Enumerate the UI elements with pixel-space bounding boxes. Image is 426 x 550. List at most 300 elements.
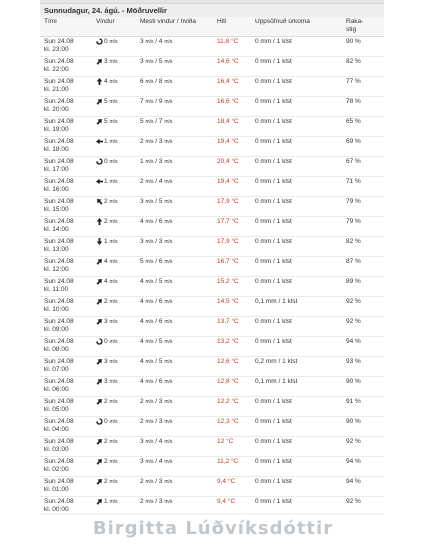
- row-temperature: 16,4 °C: [213, 76, 251, 96]
- gust-speed: 6: [158, 257, 163, 265]
- max-wind-speed: 4: [140, 357, 144, 365]
- row-precipitation: 0 mm / 1 klst: [251, 456, 342, 476]
- row-humidity: 78 %: [342, 96, 384, 116]
- gust-speed: 4: [158, 457, 163, 465]
- wind-speed: 1: [104, 497, 108, 505]
- max-wind-speed: 3: [140, 437, 144, 445]
- wind-unit: m/s: [109, 138, 118, 145]
- wind-direction-arrow-icon: [96, 298, 103, 305]
- wind-direction-arrow-icon: [96, 98, 103, 105]
- gust-speed: 5: [158, 337, 163, 345]
- row-max-wind: 3 m/s / 4 m/s: [136, 436, 213, 456]
- row-temperature: 14,5 °C: [213, 296, 251, 316]
- row-time: Sun 24.08 kl. 21:00: [40, 76, 92, 96]
- gust-speed: 8: [158, 77, 163, 85]
- row-max-wind: 4 m/s / 6 m/s: [136, 376, 213, 396]
- row-wind: [92, 416, 136, 436]
- max-wind-speed: 2: [140, 417, 144, 425]
- max-wind-unit: m/s: [145, 398, 154, 405]
- max-wind-speed: 2: [140, 477, 144, 485]
- weather-panel: [40, 0, 384, 513]
- row-time: Sun 24.08 kl. 13:00: [40, 236, 92, 256]
- row-humidity: 82 %: [342, 236, 384, 256]
- row-precipitation: 0 mm / 1 klst: [251, 476, 342, 496]
- wind-speed: 4: [104, 77, 108, 85]
- table-row: [40, 256, 384, 276]
- table-row: [40, 296, 384, 316]
- max-wind-speed: 3: [140, 237, 144, 245]
- max-wind-unit: m/s: [145, 498, 154, 505]
- max-wind-speed: 6: [140, 77, 144, 85]
- wind-direction-arrow-icon: [96, 158, 103, 165]
- wind-speed: 3: [104, 377, 108, 385]
- gust-unit: m/s: [164, 498, 173, 505]
- row-precipitation: 0 mm / 1 klst: [251, 316, 342, 336]
- max-wind-unit: m/s: [145, 478, 154, 485]
- row-temperature: 19,4 °C: [213, 136, 251, 156]
- row-wind: [92, 136, 136, 156]
- gust-speed: 6: [158, 377, 163, 385]
- row-temperature: 14,6 °C: [213, 56, 251, 76]
- max-wind-speed: 4: [140, 317, 144, 325]
- row-wind: [92, 456, 136, 476]
- max-wind-unit: m/s: [145, 358, 154, 365]
- table-row: [40, 476, 384, 496]
- row-wind: [92, 256, 136, 276]
- wind-speed: 2: [104, 297, 108, 305]
- row-max-wind: 2 m/s / 3 m/s: [136, 476, 213, 496]
- max-wind-unit: m/s: [145, 258, 154, 265]
- row-time: Sun 24.08 kl. 16:00: [40, 176, 92, 196]
- table-row: [40, 456, 384, 476]
- row-temperature: 12,6 °C: [213, 356, 251, 376]
- gust-unit: m/s: [164, 218, 173, 225]
- row-max-wind: 6 m/s / 8 m/s: [136, 76, 213, 96]
- wind-unit: m/s: [109, 38, 118, 45]
- wind-direction-arrow-icon: [96, 458, 103, 465]
- max-wind-speed: 2: [140, 177, 144, 185]
- row-humidity: 87 %: [342, 256, 384, 276]
- table-row: [40, 396, 384, 416]
- gust-unit: m/s: [164, 358, 173, 365]
- gust-speed: 5: [158, 277, 163, 285]
- row-time: Sun 24.08 kl. 07:00: [40, 356, 92, 376]
- row-precipitation: 0 mm / 1 klst: [251, 116, 342, 136]
- row-humidity: 71 %: [342, 176, 384, 196]
- wind-speed: 0: [104, 157, 108, 165]
- wind-speed: 0: [104, 337, 108, 345]
- gust-speed: 9: [158, 97, 163, 105]
- wind-unit: m/s: [109, 78, 118, 85]
- max-wind-speed: 5: [140, 117, 144, 125]
- wind-speed: 1: [104, 237, 108, 245]
- max-wind-unit: m/s: [145, 318, 154, 325]
- table-row: [40, 36, 384, 56]
- row-max-wind: 2 m/s / 3 m/s: [136, 396, 213, 416]
- row-precipitation: 0 mm / 1 klst: [251, 36, 342, 56]
- row-temperature: 16,6 °C: [213, 96, 251, 116]
- wind-unit: m/s: [109, 338, 118, 345]
- row-wind: [92, 176, 136, 196]
- gust-speed: 6: [158, 297, 163, 305]
- gust-unit: m/s: [164, 258, 173, 265]
- row-humidity: 92 %: [342, 436, 384, 456]
- row-wind: [92, 36, 136, 56]
- table-row: [40, 56, 384, 76]
- row-max-wind: 4 m/s / 5 m/s: [136, 356, 213, 376]
- gust-speed: 3: [158, 157, 163, 165]
- row-temperature: 12,3 °C: [213, 416, 251, 436]
- observations-table: [40, 17, 384, 513]
- row-wind: [92, 496, 136, 513]
- wind-direction-arrow-icon: [96, 138, 103, 145]
- row-max-wind: 1 m/s / 3 m/s: [136, 156, 213, 176]
- gust-speed: 5: [158, 357, 163, 365]
- column-header-max-wind: Mesti vindur / hviða: [136, 17, 213, 36]
- row-time: Sun 24.08 kl. 17:00: [40, 156, 92, 176]
- row-humidity: 92 %: [342, 496, 384, 513]
- row-temperature: 17,9 °C: [213, 196, 251, 216]
- max-wind-speed: 4: [140, 377, 144, 385]
- row-time: Sun 24.08 kl. 04:00: [40, 416, 92, 436]
- max-wind-unit: m/s: [145, 438, 154, 445]
- row-humidity: 94 %: [342, 336, 384, 356]
- row-humidity: 67 %: [342, 156, 384, 176]
- row-precipitation: 0 mm / 1 klst: [251, 196, 342, 216]
- table-row: [40, 416, 384, 436]
- row-wind: [92, 76, 136, 96]
- row-humidity: 82 %: [342, 56, 384, 76]
- row-max-wind: 5 m/s / 6 m/s: [136, 256, 213, 276]
- gust-unit: m/s: [164, 338, 173, 345]
- gust-speed: 3: [158, 417, 163, 425]
- row-humidity: 69 %: [342, 136, 384, 156]
- row-humidity: 92 %: [342, 296, 384, 316]
- gust-unit: m/s: [164, 238, 173, 245]
- row-humidity: 94 %: [342, 456, 384, 476]
- wind-speed: 2: [104, 457, 108, 465]
- row-temperature: 13,7 °C: [213, 316, 251, 336]
- max-wind-speed: 5: [140, 257, 144, 265]
- wind-direction-arrow-icon: [96, 118, 103, 125]
- row-precipitation: 0 mm / 1 klst: [251, 136, 342, 156]
- wind-direction-arrow-icon: [96, 78, 103, 85]
- row-wind: [92, 276, 136, 296]
- row-max-wind: 5 m/s / 7 m/s: [136, 116, 213, 136]
- row-max-wind: 2 m/s / 3 m/s: [136, 416, 213, 436]
- max-wind-speed: 3: [140, 197, 144, 205]
- wind-unit: m/s: [109, 278, 118, 285]
- wind-speed: 3: [104, 57, 108, 65]
- max-wind-unit: m/s: [145, 278, 154, 285]
- row-time: Sun 24.08 kl. 22:00: [40, 56, 92, 76]
- gust-unit: m/s: [164, 138, 173, 145]
- row-max-wind: 4 m/s / 5 m/s: [136, 336, 213, 356]
- row-max-wind: 3 m/s / 4 m/s: [136, 456, 213, 476]
- row-temperature: 15,2 °C: [213, 276, 251, 296]
- row-time: Sun 24.08 kl. 01:00: [40, 476, 92, 496]
- row-precipitation: 0,1 mm / 1 klst: [251, 376, 342, 396]
- max-wind-unit: m/s: [145, 298, 154, 305]
- wind-speed: 2: [104, 397, 108, 405]
- row-precipitation: 0 mm / 1 klst: [251, 396, 342, 416]
- row-max-wind: 4 m/s / 5 m/s: [136, 276, 213, 296]
- max-wind-unit: m/s: [145, 118, 154, 125]
- row-humidity: 92 %: [342, 316, 384, 336]
- wind-speed: 1: [104, 177, 108, 185]
- wind-speed: 5: [104, 117, 108, 125]
- gust-unit: m/s: [164, 58, 173, 65]
- row-wind: [92, 296, 136, 316]
- row-wind: [92, 216, 136, 236]
- wind-direction-arrow-icon: [96, 498, 103, 505]
- row-time: Sun 24.08 kl. 09:00: [40, 316, 92, 336]
- max-wind-speed: 2: [140, 397, 144, 405]
- max-wind-speed: 4: [140, 217, 144, 225]
- gust-unit: m/s: [164, 118, 173, 125]
- row-humidity: 93 %: [342, 356, 384, 376]
- gust-unit: m/s: [164, 398, 173, 405]
- row-precipitation: 0 mm / 1 klst: [251, 336, 342, 356]
- wind-unit: m/s: [109, 458, 118, 465]
- column-header-time: Tími: [40, 17, 92, 36]
- row-precipitation: 0,1 mm / 1 klst: [251, 296, 342, 316]
- gust-speed: 7: [158, 117, 163, 125]
- row-max-wind: 2 m/s / 4 m/s: [136, 176, 213, 196]
- wind-direction-arrow-icon: [96, 338, 103, 345]
- row-time: Sun 24.08 kl. 12:00: [40, 256, 92, 276]
- max-wind-speed: 3: [140, 57, 144, 65]
- wind-speed: 4: [104, 257, 108, 265]
- max-wind-unit: m/s: [145, 338, 154, 345]
- row-time: Sun 24.08 kl. 03:00: [40, 436, 92, 456]
- row-temperature: 18,4 °C: [213, 116, 251, 136]
- gust-unit: m/s: [164, 78, 173, 85]
- row-max-wind: 3 m/s / 5 m/s: [136, 56, 213, 76]
- wind-unit: m/s: [109, 418, 118, 425]
- wind-speed: 2: [104, 197, 108, 205]
- row-max-wind: 4 m/s / 6 m/s: [136, 316, 213, 336]
- max-wind-unit: m/s: [145, 178, 154, 185]
- wind-unit: m/s: [109, 358, 118, 365]
- wind-unit: m/s: [109, 158, 118, 165]
- table-row: [40, 436, 384, 456]
- max-wind-speed: 7: [140, 97, 144, 105]
- table-row: [40, 376, 384, 396]
- column-header-wind: Vindur: [92, 17, 136, 36]
- max-wind-unit: m/s: [145, 138, 154, 145]
- max-wind-unit: m/s: [145, 158, 154, 165]
- gust-unit: m/s: [164, 478, 173, 485]
- wind-direction-arrow-icon: [96, 38, 103, 45]
- row-precipitation: 0 mm / 1 klst: [251, 76, 342, 96]
- row-humidity: 94 %: [342, 476, 384, 496]
- wind-direction-arrow-icon: [96, 178, 103, 185]
- row-wind: [92, 476, 136, 496]
- gust-speed: 6: [158, 317, 163, 325]
- max-wind-unit: m/s: [145, 58, 154, 65]
- row-precipitation: 0 mm / 1 klst: [251, 416, 342, 436]
- gust-unit: m/s: [164, 98, 173, 105]
- gust-speed: 6: [158, 217, 163, 225]
- wind-unit: m/s: [109, 438, 118, 445]
- row-precipitation: 0,2 mm / 1 klst: [251, 356, 342, 376]
- column-header-precipitation: Uppsöfnuð úrkoma: [251, 17, 342, 36]
- row-temperature: 9,4 °C: [213, 496, 251, 513]
- wind-direction-arrow-icon: [96, 398, 103, 405]
- gust-speed: 3: [158, 397, 163, 405]
- wind-unit: m/s: [109, 58, 118, 65]
- row-humidity: 90 %: [342, 36, 384, 56]
- wind-speed: 2: [104, 437, 108, 445]
- row-temperature: 9,4 °C: [213, 476, 251, 496]
- row-wind: [92, 156, 136, 176]
- row-humidity: 79 %: [342, 216, 384, 236]
- wind-speed: 2: [104, 477, 108, 485]
- row-time: Sun 24.08 kl. 20:00: [40, 96, 92, 116]
- gust-unit: m/s: [164, 438, 173, 445]
- gust-unit: m/s: [164, 298, 173, 305]
- row-wind: [92, 436, 136, 456]
- row-humidity: 90 %: [342, 416, 384, 436]
- max-wind-unit: m/s: [145, 458, 154, 465]
- row-temperature: 16,7 °C: [213, 256, 251, 276]
- gust-unit: m/s: [164, 38, 173, 45]
- wind-unit: m/s: [109, 178, 118, 185]
- row-time: Sun 24.08 kl. 14:00: [40, 216, 92, 236]
- max-wind-speed: 4: [140, 297, 144, 305]
- row-time: Sun 24.08 kl. 15:00: [40, 196, 92, 216]
- row-precipitation: 0 mm / 1 klst: [251, 436, 342, 456]
- wind-speed: 0: [104, 37, 108, 45]
- row-max-wind: 2 m/s / 3 m/s: [136, 136, 213, 156]
- table-row: [40, 276, 384, 296]
- max-wind-unit: m/s: [145, 418, 154, 425]
- max-wind-unit: m/s: [145, 198, 154, 205]
- row-temperature: 11,8 °C: [213, 36, 251, 56]
- row-precipitation: 0 mm / 1 klst: [251, 256, 342, 276]
- max-wind-unit: m/s: [145, 38, 154, 45]
- table-row: [40, 336, 384, 356]
- wind-unit: m/s: [109, 478, 118, 485]
- row-wind: [92, 316, 136, 336]
- max-wind-unit: m/s: [145, 98, 154, 105]
- gust-unit: m/s: [164, 378, 173, 385]
- row-max-wind: 3 m/s / 5 m/s: [136, 196, 213, 216]
- table-row: [40, 156, 384, 176]
- column-header-temperature: Hiti: [213, 17, 251, 36]
- row-max-wind: 3 m/s / 4 m/s: [136, 36, 213, 56]
- gust-speed: 4: [158, 177, 163, 185]
- row-humidity: 79 %: [342, 196, 384, 216]
- max-wind-speed: 1: [140, 157, 144, 165]
- row-wind: [92, 356, 136, 376]
- wind-unit: m/s: [109, 238, 118, 245]
- gust-unit: m/s: [164, 278, 173, 285]
- wind-unit: m/s: [109, 118, 118, 125]
- wind-speed: 0: [104, 417, 108, 425]
- table-header-row: [40, 17, 384, 36]
- wind-speed: 5: [104, 97, 108, 105]
- row-time: Sun 24.08 kl. 06:00: [40, 376, 92, 396]
- wind-direction-arrow-icon: [96, 438, 103, 445]
- row-max-wind: 4 m/s / 6 m/s: [136, 216, 213, 236]
- table-row: [40, 76, 384, 96]
- row-time: Sun 24.08 kl. 05:00: [40, 396, 92, 416]
- row-max-wind: 7 m/s / 9 m/s: [136, 96, 213, 116]
- row-temperature: 12,8 °C: [213, 376, 251, 396]
- wind-unit: m/s: [109, 258, 118, 265]
- row-temperature: 19,4 °C: [213, 176, 251, 196]
- max-wind-speed: 4: [140, 277, 144, 285]
- max-wind-speed: 3: [140, 457, 144, 465]
- table-row: [40, 236, 384, 256]
- column-header-humidity: Raka- stig: [342, 17, 384, 36]
- wind-unit: m/s: [109, 498, 118, 505]
- row-precipitation: 0 mm / 1 klst: [251, 56, 342, 76]
- row-max-wind: 3 m/s / 3 m/s: [136, 236, 213, 256]
- gust-unit: m/s: [164, 458, 173, 465]
- table-row: [40, 176, 384, 196]
- row-max-wind: 2 m/s / 3 m/s: [136, 496, 213, 513]
- row-precipitation: 0 mm / 1 klst: [251, 216, 342, 236]
- wind-direction-arrow-icon: [96, 418, 103, 425]
- max-wind-speed: 2: [140, 137, 144, 145]
- row-temperature: 13,2 °C: [213, 336, 251, 356]
- row-precipitation: 0 mm / 1 klst: [251, 236, 342, 256]
- wind-speed: 4: [104, 277, 108, 285]
- row-humidity: 89 %: [342, 276, 384, 296]
- wind-unit: m/s: [109, 378, 118, 385]
- row-temperature: 12 °C: [213, 436, 251, 456]
- wind-direction-arrow-icon: [96, 278, 103, 285]
- gust-speed: 4: [158, 437, 163, 445]
- wind-unit: m/s: [109, 298, 118, 305]
- max-wind-unit: m/s: [145, 218, 154, 225]
- row-precipitation: 0 mm / 1 klst: [251, 176, 342, 196]
- max-wind-speed: 3: [140, 37, 144, 45]
- max-wind-unit: m/s: [145, 238, 154, 245]
- gust-speed: 3: [158, 137, 163, 145]
- row-wind: [92, 396, 136, 416]
- gust-unit: m/s: [164, 198, 173, 205]
- row-time: Sun 24.08 kl. 02:00: [40, 456, 92, 476]
- table-row: [40, 196, 384, 216]
- wind-direction-arrow-icon: [96, 198, 103, 205]
- row-humidity: 91 %: [342, 396, 384, 416]
- photographer-watermark: Birgitta Lúðvíksdóttir: [92, 518, 334, 539]
- row-time: Sun 24.08 kl. 18:00: [40, 136, 92, 156]
- row-temperature: 12,2 °C: [213, 396, 251, 416]
- row-wind: [92, 196, 136, 216]
- wind-direction-arrow-icon: [96, 218, 103, 225]
- max-wind-speed: 2: [140, 497, 144, 505]
- gust-unit: m/s: [164, 178, 173, 185]
- row-time: Sun 24.08 kl. 08:00: [40, 336, 92, 356]
- row-precipitation: 0 mm / 1 klst: [251, 496, 342, 513]
- row-temperature: 20,4 °C: [213, 156, 251, 176]
- row-wind: [92, 236, 136, 256]
- max-wind-unit: m/s: [145, 78, 154, 85]
- row-time: Sun 24.08 kl. 23:00: [40, 36, 92, 56]
- row-time: Sun 24.08 kl. 11:00: [40, 276, 92, 296]
- row-humidity: 90 %: [342, 376, 384, 396]
- gust-speed: 3: [158, 497, 163, 505]
- row-time: Sun 24.08 kl. 19:00: [40, 116, 92, 136]
- wind-direction-arrow-icon: [96, 238, 103, 245]
- table-row: [40, 216, 384, 236]
- row-precipitation: 0 mm / 1 klst: [251, 156, 342, 176]
